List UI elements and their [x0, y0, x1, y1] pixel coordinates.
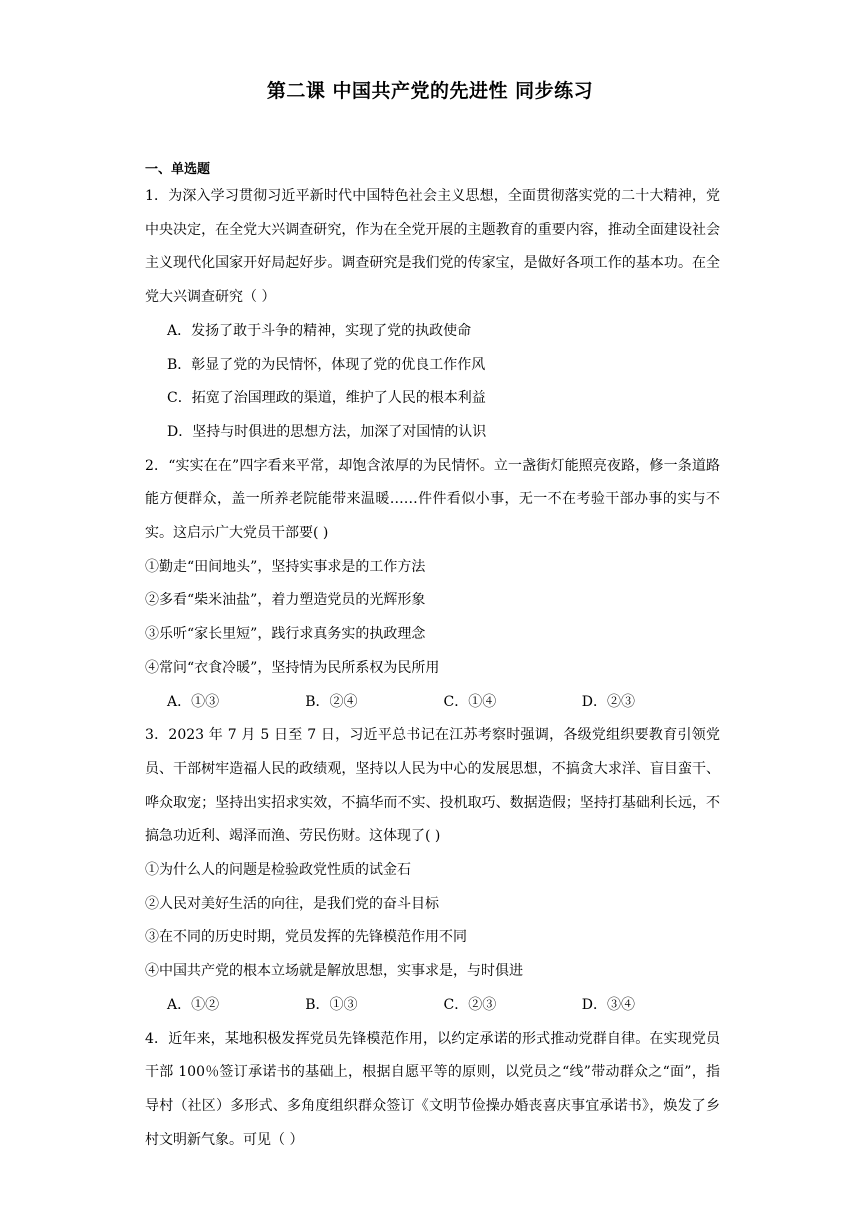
- choice-d: D．②③: [581, 693, 635, 710]
- statement-2: ②多看“柴米油盐”，着力塑造党员的光辉形象: [145, 592, 426, 609]
- question-stem: 2．“实实在在”四字看来平常，却饱含浓厚的为民情怀。立一盏街灯能照亮夜路，修一条道路能方便群众，盖一所养老院能带来温暖……件件看似小事，无一不在考验干部办事的实与不实。这启示广大党员干部要( ): [145, 457, 720, 542]
- choice-a: A．①③: [167, 693, 220, 710]
- option-a: A．发扬了敢于斗争的精神，实现了党的执政使命: [167, 322, 472, 339]
- question-stem: 1．为深入学习贯彻习近平新时代中国特色社会主义思想，全面贯彻落实党的二十大精神，党中央决定，在全党大兴调查研究，作为在全党开展的主题教育的重要内容，推动全面建设社会主义现代化国家开好局起好步。调查研究是我们党的传家宝，是做好各项工作的基本功。在全党大兴调查研究（ ）: [145, 188, 720, 306]
- answer-choices: [145, 686, 720, 720]
- statement-2: ②人民对美好生活的向往，是我们党的奋斗目标: [145, 895, 439, 912]
- question-list: [145, 180, 720, 1157]
- statement-1: ①为什么人的问题是检验政党性质的试金石: [145, 862, 411, 879]
- page-title: 第二课 中国共产党的先进性 同步练习: [266, 80, 594, 102]
- question-3: [145, 719, 720, 1022]
- choice-c: C．②③: [443, 996, 497, 1013]
- option-b: B．彰显了党的为民情怀，体现了党的优良工作作风: [167, 356, 486, 373]
- question-1: [145, 180, 720, 450]
- choice-a: A．①②: [167, 996, 220, 1013]
- statement-4: ④中国共产党的根本立场就是解放思想，实事求是，与时俱进: [145, 963, 523, 980]
- statement-3: ③乐听“家长里短”，践行求真务实的执政理念: [145, 626, 426, 643]
- choice-c: C．①④: [443, 693, 497, 710]
- choice-d: D．③④: [581, 996, 635, 1013]
- section-heading: 一、单选题: [145, 162, 211, 177]
- option-c: C．拓宽了治国理政的渠道，维护了人民的根本利益: [167, 390, 486, 407]
- answer-choices: [145, 989, 720, 1023]
- question-4: [145, 1023, 720, 1158]
- choice-b: B．①③: [305, 996, 358, 1013]
- question-2: [145, 450, 720, 720]
- question-stem: 4．近年来，某地积极发挥党员先锋模范作用，以约定承诺的形式推动党群自律。在实现党员干部 100％签订承诺书的基础上，根据自愿平等的原则，以党员之“线”带动群众之“面”，指导村（社区）多形式、多角度组织群众签订《文明节俭操办婚丧喜庆事宜承诺书》，焕发了乡村文明新气象。可见（ ）: [145, 1030, 720, 1148]
- statement-1: ①勤走“田间地头”，坚持实事求是的工作方法: [145, 558, 426, 575]
- statement-3: ③在不同的历史时期，党员发挥的先锋模范作用不同: [145, 929, 467, 946]
- statement-4: ④常问“衣食冷暖”，坚持情为民所系权为民所用: [145, 659, 440, 676]
- choice-b: B．②④: [305, 693, 358, 710]
- option-d: D．坚持与时俱进的思想方法，加深了对国情的认识: [167, 423, 487, 440]
- question-stem: 3．2023 年 7 月 5 日至 7 日，习近平总书记在江苏考察时强调，各级党组织要教育引领党员、干部树牢造福人民的政绩观，坚持以人民为中心的发展思想，不搞贪大求洋、盲目蛮干、哗众取宠；坚持出实招求实效，不搞华而不实、投机取巧、数据造假；坚持打基础利长远，不搞急功近利、竭泽而渔、劳民伤财。这体现了( ): [145, 727, 720, 845]
